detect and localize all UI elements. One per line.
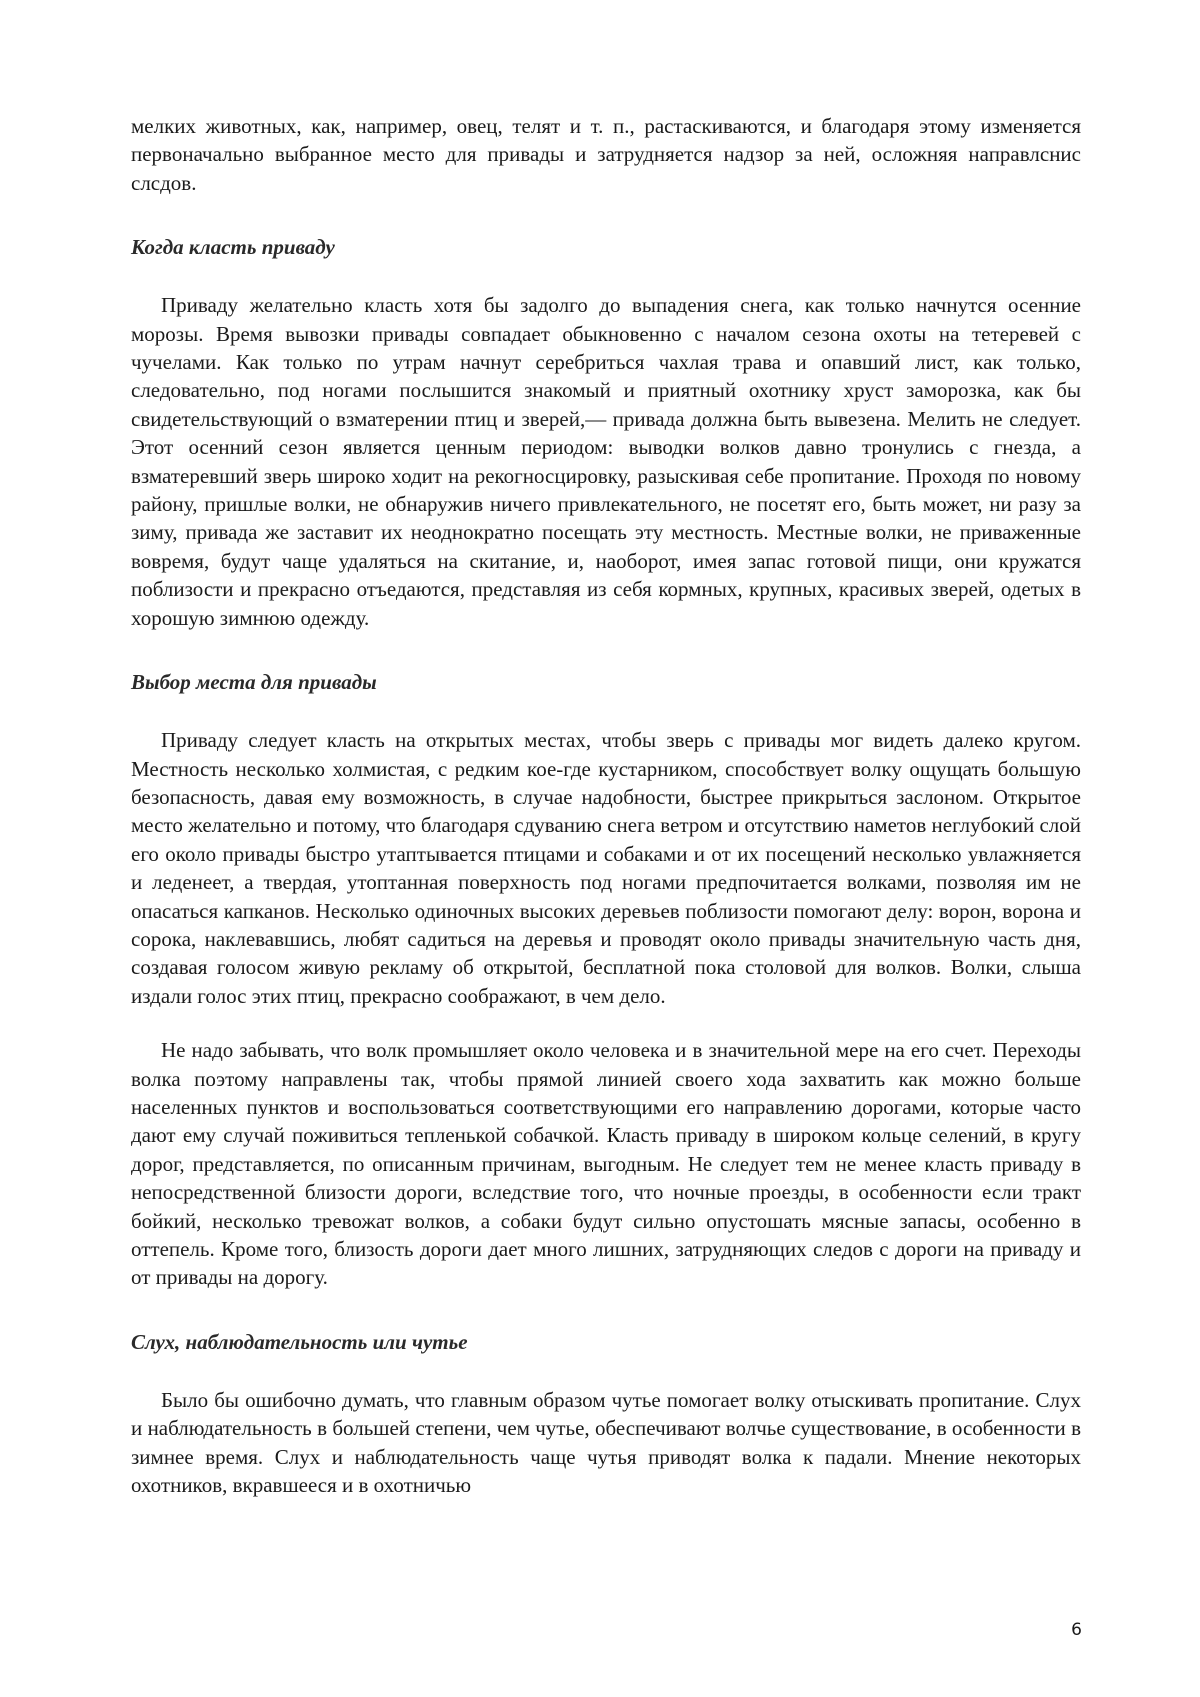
section-heading-bait-location: Выбор места для привады [131,670,377,695]
paragraph-continuation: мелких животных, как, например, овец, телят и т. п., растаскиваются, и благодаря этому изменяется первоначально выбранное место для привады и затрудняется надзор за ней, осложняя направлснис слсдов. [131,114,1081,195]
page-number: 6 [1071,1620,1082,1640]
document-page [131,112,1081,1499]
paragraph-roads-and-villages: Не надо забывать, что волк промышляет около человека и в значительной мере на его счет. Переходы волка поэтому направлены так, чтобы прямой линией своего хода захватить как можно больше населенных пунктов и воспользоваться соответствующими его направлению дорогами, которые часто дают ему случай поживиться тепленькой собачкой. Класть приваду в широком кольце селений, в кругу дорог, представляется, по описанным причинам, выгодным. Не следует тем не менее класть приваду в непосредственной близости дороги, вследствие того, что ночные проезды, в особенности если тракт бойкий, несколько тревожат волков, а собаки будут сильно опустошать мясные запасы, особенно в оттепель. Кроме того, близость дороги дает много лишних, затрудняющих следов с дороги на приваду и от привады на дорогу. [131,1038,1081,1290]
paragraph-bait-location: Приваду следует класть на открытых местах, чтобы зверь с привады мог видеть далеко кругом. Местность несколько холмистая, с редким кое-где кустарником, способствует волку ощущать большую безопасность, давая ему возможность, в случае надобности, быстрее прикрыться заслоном. Открытое место желательно и потому, что благодаря сдуванию снега ветром и отсутствию наметов неглубокий слой его около привады быстро утаптывается птицами и собаками и от их посещений несколько увлажняется и леденеет, а твердая, утоптанная поверхность под ногами предпочитается волками, позволяя им не опасаться капканов. Несколько одиночных высоких деревьев поблизости помогают делу: ворон, ворона и сорока, наклевавшись, любят садиться на деревья и проводят около привады значительную часть дня, создавая голосом живую рекламу об открытой, бесплатной пока столовой для волков. Волки, слыша издали голос этих птиц, прекрасно соображают, в чем дело. [131,728,1081,1008]
section-heading-hearing-observation-scent: Слух, наблюдательность или чутье [131,1329,468,1354]
paragraph-hearing-observation: Было бы ошибочно думать, что главным образом чутье помогает волку отыскивать пропитание. Слух и наблюдательность в большей степени, чем чутье, обеспечивают волчье существование, в особенности в зимнее время. Слух и наблюдательность чаще чутья приводят волка к падали. Мнение некоторых охотников, вкравшееся и в охотничью [131,1387,1081,1498]
paragraph-when-to-lay-bait: Приваду желательно класть хотя бы задолго до выпадения снега, как только начнутся осенние морозы. Время вывозки привады совпадает обыкновенно с началом сезона охоты на тетеревей с чучелами. Как только по утрам начнут серебриться чахлая трава и опавший лист, как только, следовательно, под ногами послышится знакомый и приятный охотнику хруст заморозка, как бы свидетельствующий о взматерении птиц и зверей,— привада должна быть вывезена. Мелить не следует. Этот осенний сезон является ценным периодом: выводки волков давно тронулись с гнезда, а взматеревший зверь широко ходит на рекогносцировку, разыскивая себе пропитание. Проходя по новому району, пришлые волки, не обнаружив ничего привлекательного, не посетят его, быть может, ни разу за зиму, привада же заставит их неоднократно посещать эту местность. Местные волки, не приваженные вовремя, будут чаще удаляться на скитание, и, наоборот, имея запас готовой пищи, они кружатся поблизости и прекрасно отъедаются, представляя из себя кормных, крупных, красивых зверей, одетых в хорошую зимнюю одежду. [131,293,1081,630]
section-heading-when-to-lay-bait: Когда класть приваду [131,235,335,260]
